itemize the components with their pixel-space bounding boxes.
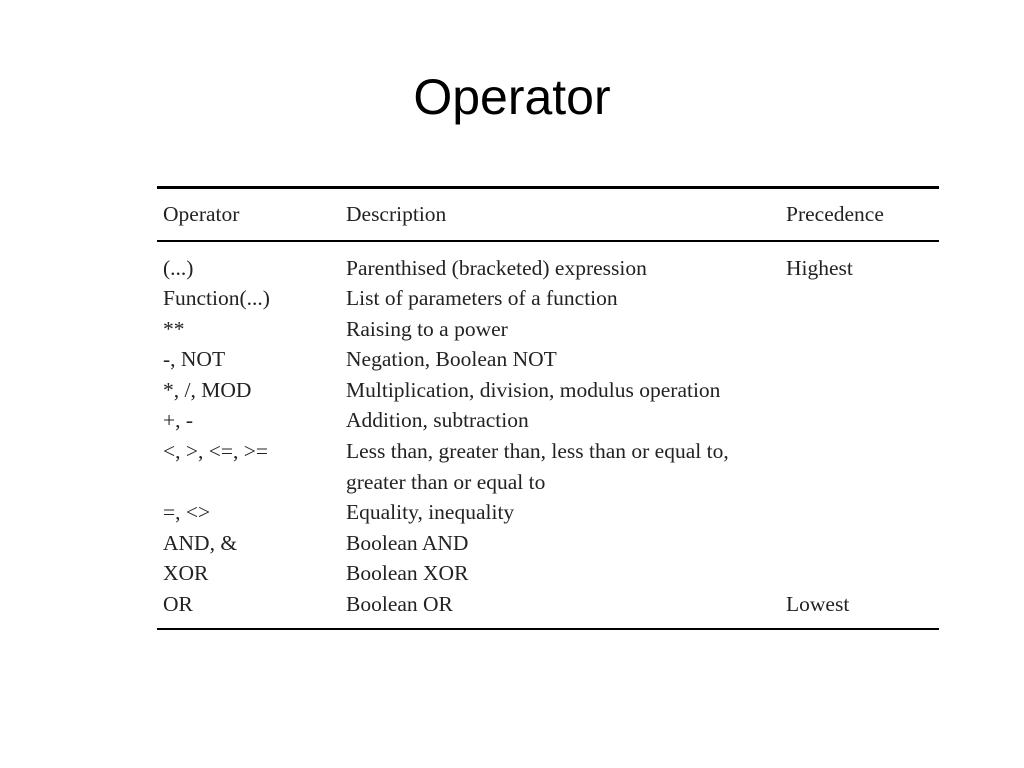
precedence-cell <box>780 283 939 314</box>
header-precedence: Precedence <box>780 188 939 241</box>
table-row <box>157 436 939 497</box>
table-row <box>157 528 939 559</box>
description-cell: Equality, inequality <box>346 500 515 525</box>
description-cell: Multiplication, division, modulus operation <box>346 377 721 402</box>
table-row <box>157 589 939 629</box>
precedence-cell <box>780 497 939 528</box>
description-cell: Parenthised (bracketed) expression <box>346 255 647 280</box>
precedence-cell <box>780 436 939 497</box>
precedence-cell <box>780 558 939 589</box>
precedence-cell <box>780 314 939 345</box>
precedence-cell: Highest <box>786 255 853 280</box>
description-cell: Addition, subtraction <box>346 408 529 433</box>
operator-cell: OR <box>157 589 340 629</box>
operator-cell: XOR <box>163 561 209 586</box>
description-cell: Negation, Boolean NOT <box>346 347 557 372</box>
description-cell: List of parameters of a function <box>346 286 618 311</box>
table-row <box>157 375 939 406</box>
table-row <box>157 558 939 589</box>
operator-cell: -, NOT <box>163 347 226 372</box>
operator-cell: AND, & <box>163 530 238 555</box>
operator-cell: Function(...) <box>163 286 270 311</box>
table-row <box>157 344 939 375</box>
description-cell: Boolean AND <box>346 530 469 555</box>
operator-cell: *, /, MOD <box>163 377 252 402</box>
slide-title: Operator <box>413 69 611 125</box>
operator-precedence-table <box>157 186 939 630</box>
precedence-cell <box>780 528 939 559</box>
table-header-row <box>157 188 939 241</box>
table-row <box>157 405 939 436</box>
table-row <box>157 497 939 528</box>
precedence-cell <box>780 375 939 406</box>
description-cell: Boolean XOR <box>346 561 469 586</box>
operator-cell: ** <box>163 316 185 341</box>
description-cell: Boolean OR <box>340 589 780 629</box>
operator-cell: +, - <box>163 408 194 433</box>
description-cell: Raising to a power <box>346 316 508 341</box>
table-header <box>157 188 939 241</box>
operator-cell: <, >, <=, >= <box>163 439 269 464</box>
description-cell: Less than, greater than, less than or equal to, greater than or equal to <box>346 439 729 494</box>
precedence-cell <box>780 344 939 375</box>
operator-table-container <box>157 186 939 630</box>
precedence-cell: Lowest <box>780 589 939 629</box>
table-body <box>157 241 939 629</box>
table-row <box>157 314 939 345</box>
header-operator: Operator <box>157 188 340 241</box>
operator-cell: =, <> <box>163 500 211 525</box>
header-description: Description <box>340 188 780 241</box>
precedence-cell <box>780 405 939 436</box>
table-row <box>157 241 939 284</box>
table-row <box>157 283 939 314</box>
operator-cell: (...) <box>163 255 194 280</box>
